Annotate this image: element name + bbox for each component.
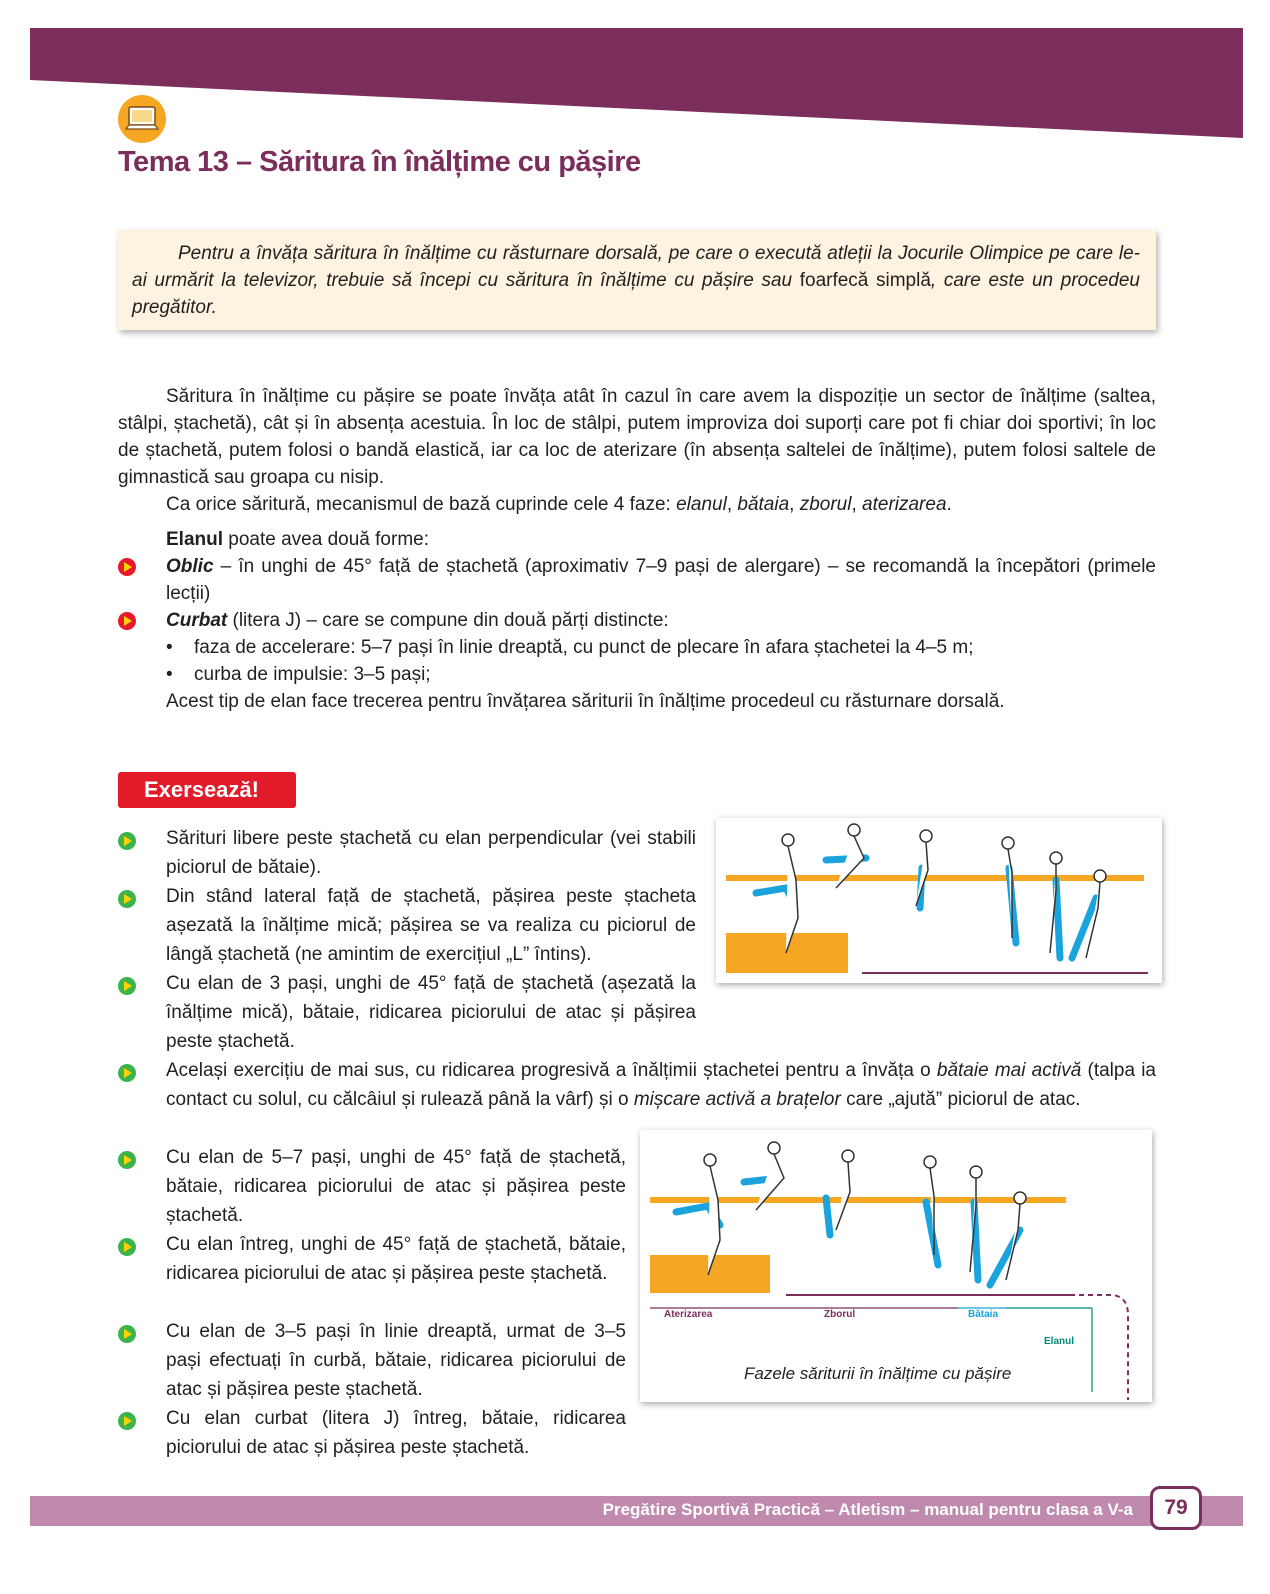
- label-runup: Elanul: [1044, 1336, 1075, 1347]
- exercise-2: Din stând lateral față de ștachetă, pășirea peste ștacheta așezată la înălțime mică; pășirea se va realiza cu piciorul de lângă ștachetă (ne amintim de exercițiul „L” întins).: [166, 886, 696, 965]
- sep: ,: [851, 494, 863, 515]
- elan-rest: poate avea două forme:: [223, 529, 429, 550]
- figure-caption: Fazele săriturii în înălțime cu pășire: [744, 1364, 1012, 1383]
- exercise-3: Cu elan de 3 pași, unghi de 45° față de ștachetă (așezată la înălțime mică), bătaie, ridicarea piciorului de atac și pășirea peste ștachetă.: [166, 973, 696, 1052]
- bullet-1: • faza de accelerare: 5–7 pași în linie dreaptă, cu punct de plecare în afara ștachetei la 4–5 m;: [118, 634, 1156, 661]
- phase-1: elanul: [676, 494, 727, 515]
- oblic-item: [118, 553, 1156, 607]
- phase-2: bătaia: [737, 494, 790, 515]
- green-bullet-icon: [118, 1238, 136, 1256]
- closing-text: Acest tip de elan face trecerea pentru învățarea săriturii în înălțime procedeul cu răsturnare dorsală.: [166, 691, 1005, 712]
- e4-d: mișcare activă a brațelor: [633, 1089, 841, 1110]
- lesson-icon: [118, 95, 166, 143]
- intro-text-2: foarfecă simplă: [799, 270, 931, 291]
- e4-c: (talpa ia contact cu solul, cu călcâiul și rulează până la vârf) și o: [166, 1060, 1156, 1110]
- sep: ,: [789, 494, 800, 515]
- label-landing: Aterizarea: [664, 1309, 713, 1320]
- exercise-1: Sărituri libere peste ștachetă cu elan perpendicular (vei stabili piciorul de bătaie).: [166, 828, 696, 878]
- elan-bold: Elanul: [166, 529, 224, 550]
- oblic-bold: Oblic: [166, 556, 214, 577]
- intro-box: [118, 230, 1156, 330]
- footer-text: Pregătire Sportivă Practică – Atletism – manual pentru clasa a V-a: [602, 1500, 1133, 1519]
- exercise-7: Cu elan de 3–5 pași în linie dreaptă, urmat de 3–5 pași efectuați în curbă, bătaie, ridicarea piciorului de atac și pășirea peste ștachetă.: [166, 1321, 626, 1400]
- e4-a: Același exercițiu de mai sus, cu ridicarea progresivă a înălțimii ștachetei pentru a învăța o: [166, 1060, 937, 1081]
- e4-b: bătaie mai activă: [936, 1060, 1082, 1081]
- green-bullet-icon: [118, 977, 136, 995]
- p2-start: Ca orice săritură, mecanismul de bază cuprinde cele 4 faze:: [166, 494, 677, 515]
- red-bullet-icon: [118, 612, 136, 630]
- bullet-2: • curba de impulsie: 3–5 pași;: [118, 661, 1156, 688]
- period: .: [946, 494, 952, 515]
- exercise-heading: Exersează!: [118, 772, 296, 808]
- curbat-item: [118, 607, 1156, 634]
- green-bullet-icon: [118, 890, 136, 908]
- exercise-4: [166, 1056, 1156, 1114]
- exercise-8: Cu elan curbat (litera J) întreg, bătaie, ridicarea piciorului de atac și pășirea peste ștachetă.: [166, 1408, 626, 1458]
- exercise-5: Cu elan de 5–7 pași, unghi de 45° față de ștachetă, bătaie, ridicarea piciorului de atac și pășirea peste ștachetă.: [166, 1147, 626, 1226]
- paragraph-1: Săritura în înălțime cu pășire se poate învăța atât în cazul în care avem la dispoziție un sector de înălțime (saltea, stâlpi, ștachetă), cât și în absența acestuia. În loc de stâlpi, putem improviza doi suporți care pot fi chiar doi sportivi; în loc de ștachetă, putem folosi o bandă elastică, iar ca loc de aterizare (în absența saltelei de înălțime), putem folosi saltele de gimnastică sau groapa cu nisip.: [118, 386, 1156, 488]
- label-flight: Zborul: [824, 1309, 856, 1320]
- green-bullet-icon: [118, 1325, 136, 1343]
- green-bullet-icon: [118, 832, 136, 850]
- curbat-rest: (litera J) – care se compune din două părți distincte:: [227, 610, 669, 631]
- footer-bar: [30, 1496, 1243, 1526]
- green-bullet-icon: [118, 1412, 136, 1430]
- phase-4: aterizarea: [862, 494, 947, 515]
- jump-phases-figure: [640, 1130, 1152, 1402]
- high-jump-sequence-figure: [716, 818, 1162, 983]
- elan-intro: [118, 526, 1156, 553]
- green-bullet-icon: [118, 1064, 136, 1082]
- green-bullet-icon: [118, 1151, 136, 1169]
- exercise-6: Cu elan întreg, unghi de 45° față de ștachetă, bătaie, ridicarea piciorului de atac și pășirea peste ștachetă.: [166, 1234, 626, 1284]
- e4-e: care „ajută” piciorul de atac.: [840, 1089, 1081, 1110]
- page-title: Tema 13 – Săritura în înălțime cu pășire: [118, 146, 641, 178]
- paragraph-2: [118, 491, 1156, 518]
- main-body: [118, 383, 1156, 715]
- sep: ,: [726, 494, 738, 515]
- page-number: 79: [1150, 1486, 1202, 1530]
- red-bullet-icon: [118, 558, 136, 576]
- curbat-bold: Curbat: [166, 610, 228, 631]
- intro-text-1: Pentru a învăța săritura în înălțime cu răsturnare dorsală, pe care o execută atleții la Jocurile Olimpice pe care le-ai urmărit la televizor, trebuie să începi cu săritura în înălțime cu pășire sau: [132, 243, 1140, 291]
- intro-text-3: , care este un procedeu pregătitor.: [132, 270, 1140, 318]
- oblic-rest: – în unghi de 45° față de ștachetă (aproximativ 7–9 pași de alergare) – se recomandă la începători (primele lecții): [166, 556, 1156, 604]
- header-banner: [30, 28, 1243, 148]
- label-takeoff: Bătaia: [968, 1309, 999, 1320]
- phase-3: zborul: [799, 494, 852, 515]
